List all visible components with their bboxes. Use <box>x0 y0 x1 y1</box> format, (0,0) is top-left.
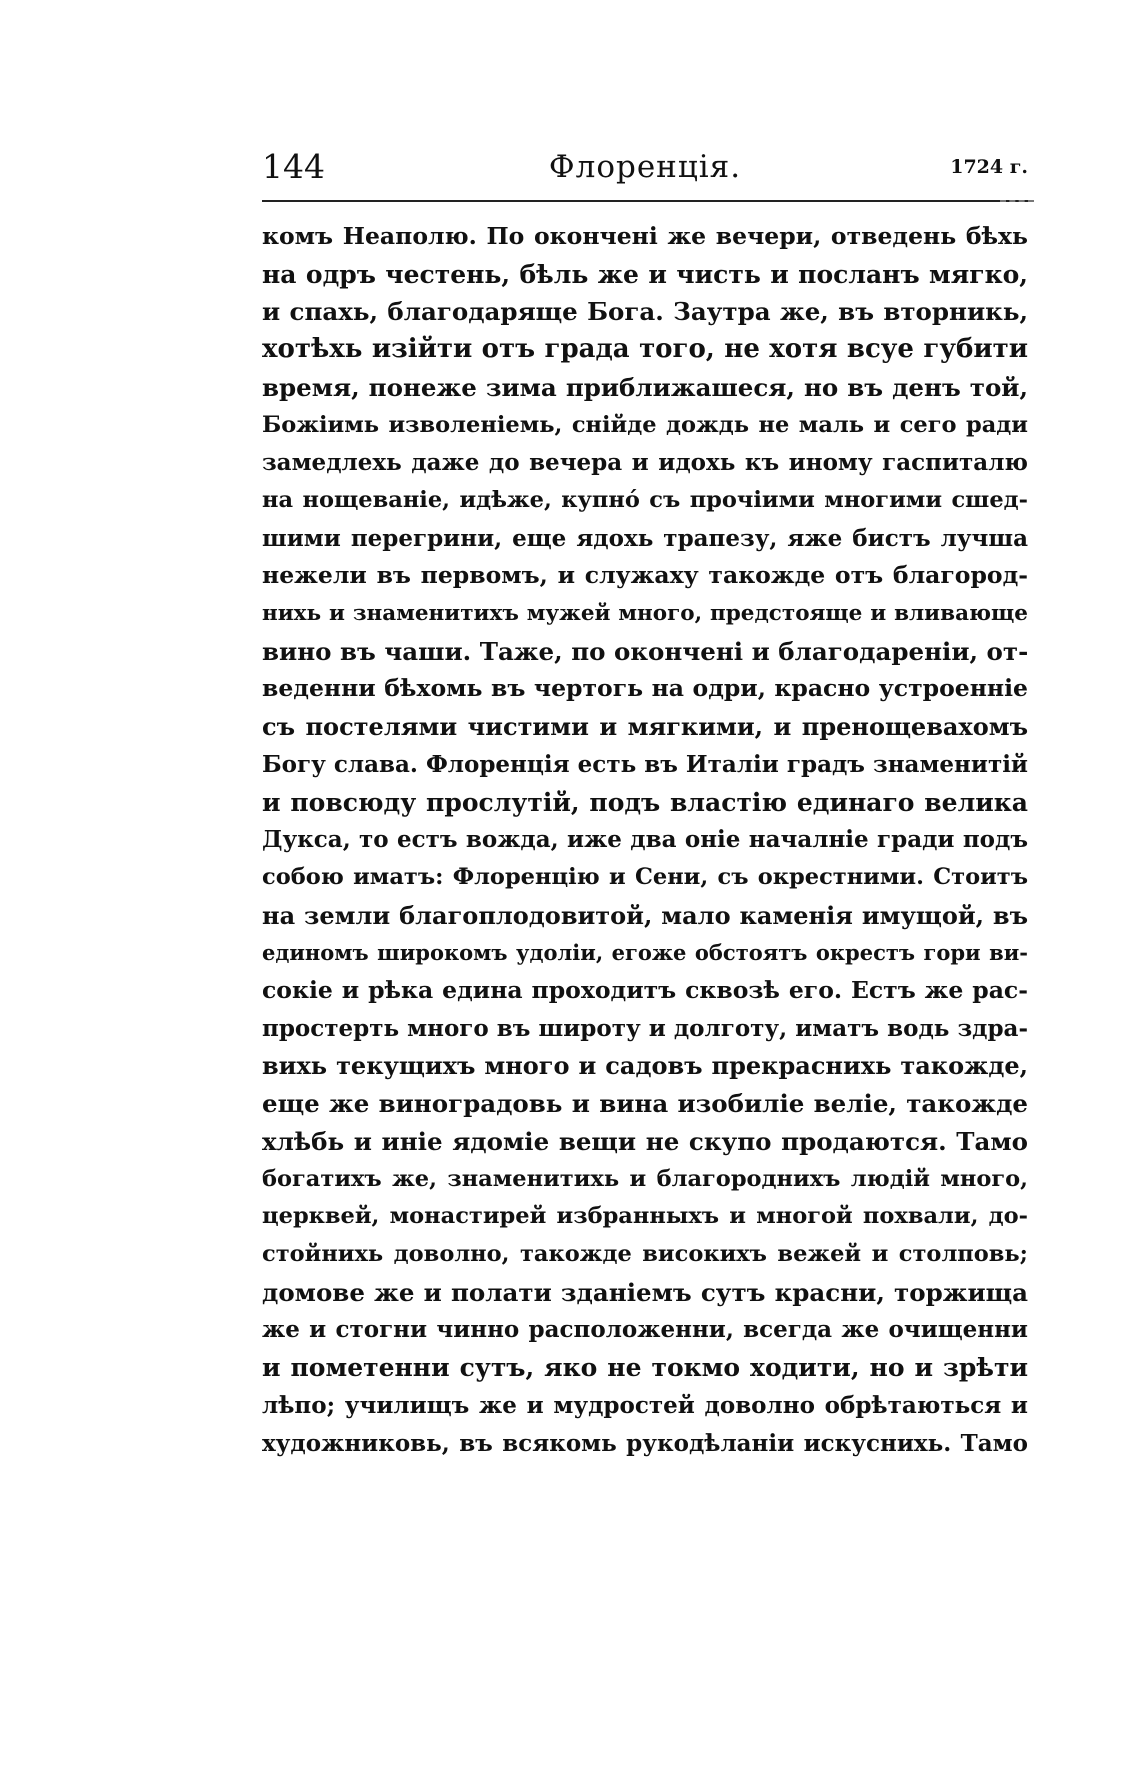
text-line: богатихъ же, знаменитихь и благороднихъ людій много, <box>262 1165 1028 1192</box>
text-line: вихь текущихъ много и садовъ прекраснихь такожде, <box>262 1051 1028 1081</box>
text-line: хотѣхь изійти отъ града того, не хотя всуе губити <box>262 334 1028 365</box>
text-line: Дукса, то естъ вожда, иже два оніе началніе гради подъ <box>262 826 1028 854</box>
text-line: на одръ честень, бѣль же и чисть и посланъ мягко, <box>262 259 1028 289</box>
text-line: простерть много въ широту и долготу, иматъ водь здра- <box>262 1014 1028 1042</box>
header-rule <box>262 200 1028 202</box>
text-line: Божіимь изволеніемь, снійде дождь не маль и сего ради <box>262 411 1028 438</box>
text-line: съ постелями чистими и мягкими, и пренощевахомъ <box>262 712 1028 742</box>
text-line: комъ Неаполю. По окончені же вечери, отведень бѣхь <box>262 222 1028 250</box>
text-line: шими перегрини, еще ядохь трапезу, яже бистъ лучша <box>262 524 1028 552</box>
text-line: и спахь, благодаряще Бога. Заутра же, въ вторникь, <box>262 297 1028 327</box>
text-line: сокіе и рѣка едина проходитъ сквозѣ его. Естъ же рас- <box>262 976 1028 1005</box>
text-line: и пометенни сутъ, яко не токмо ходити, но и зрѣти <box>262 1353 1028 1383</box>
text-line: церквей, монастирей избранныхъ и многой похвали, до- <box>262 1203 1028 1230</box>
text-line: Богу слава. Флоренція есть въ Италіи градъ знаменитій <box>262 750 1028 778</box>
page-header <box>262 146 1028 192</box>
year-label: 1724 г. <box>950 156 1028 178</box>
text-line: на земли благоплодовитой, мало каменія имущой, въ <box>262 900 1028 930</box>
text-line: стойнихь доволно, такожде високихъ вежей и столповь; <box>262 1240 1028 1267</box>
text-line: лѣпо; училищъ же и мудростей доволно обрѣтаються и <box>262 1391 1028 1419</box>
text-line: домове же и полати зданіемъ сутъ красни, торжища <box>262 1277 1028 1307</box>
text-line: художниковь, въ всякомь рукодѣланіи искуснихь. Тамо <box>262 1429 1028 1457</box>
header-rule-tail <box>1000 200 1034 202</box>
text-line: нежели въ первомъ, и служаху такожде отъ благород- <box>262 561 1028 590</box>
text-line: собою иматъ: Флоренцію и Сени, съ окрестними. Стоитъ <box>262 863 1028 890</box>
text-line: на нощеваніе, идѣже, купнó съ прочіими многими сшед- <box>262 486 1028 513</box>
text-line: нихь и знаменитихъ мужей много, предстояще и вливающе <box>262 601 1028 627</box>
text-line: время, понеже зима приближашеся, но въ денъ той, <box>262 372 1028 402</box>
text-line: же и стогни чинно расположенни, всегда же очищенни <box>262 1316 1028 1344</box>
running-title: Флоренція. <box>548 149 742 185</box>
text-line: единомъ широкомъ удоліи, егоже обстоятъ окрестъ гори ви- <box>262 940 1028 966</box>
text-line: вино въ чаши. Таже, по окончені и благодареніи, от- <box>262 636 1028 666</box>
page-number: 144 <box>262 147 325 186</box>
text-line: веденни бѣхомь въ чертогь на одри, красно устроенніе <box>262 674 1028 703</box>
text-line: еще же виноградовь и вина изобиліе веліе, такожде <box>262 1089 1028 1119</box>
text-line: замедлехь даже до вечера и идохь къ иному гаспиталю <box>262 449 1028 477</box>
text-line: и повсюду прослутій, подъ властію единаго велика <box>262 787 1028 817</box>
text-line: хлѣбь и иніе ядоміе вещи не скупо продаются. Тамо <box>262 1126 1028 1156</box>
body-text <box>262 218 1028 1462</box>
book-page <box>262 0 1028 1790</box>
